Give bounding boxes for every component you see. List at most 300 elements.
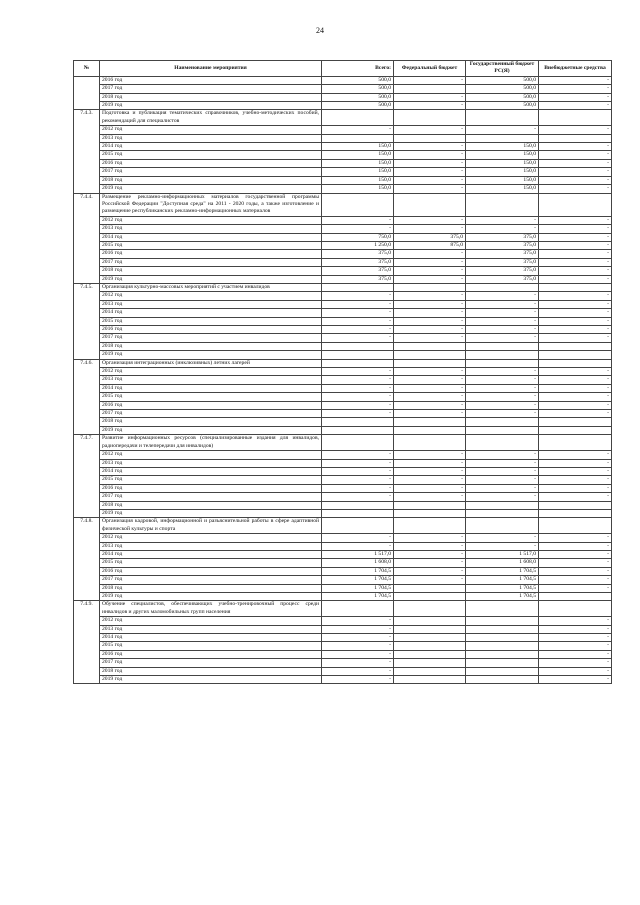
table-row bbox=[74, 93, 612, 101]
table-row bbox=[74, 176, 612, 184]
total-cell: - bbox=[322, 309, 394, 317]
section-title: Подготовка и публикация тематических справочников, учебно-методических пособий, рекомендаций для специалистов bbox=[100, 110, 322, 126]
state-cell: - bbox=[466, 401, 539, 409]
table-row bbox=[74, 76, 612, 84]
federal-cell: - bbox=[394, 393, 466, 401]
section-number: 7.4.4. bbox=[74, 193, 100, 283]
total-cell: - bbox=[322, 642, 394, 650]
state-cell: - bbox=[466, 393, 539, 401]
federal-cell: - bbox=[394, 534, 466, 542]
year-cell: 2015 год bbox=[100, 642, 322, 650]
extrabudgetary-cell: - bbox=[539, 93, 612, 101]
state-cell bbox=[466, 342, 539, 350]
state-cell: 150,0 bbox=[466, 151, 539, 159]
section-title-empty-cell bbox=[539, 601, 612, 617]
total-cell: - bbox=[322, 617, 394, 625]
year-cell: 2012 год bbox=[100, 368, 322, 376]
federal-cell: - bbox=[394, 151, 466, 159]
budget-table bbox=[73, 60, 612, 684]
total-cell: - bbox=[322, 126, 394, 134]
year-cell: 2018 год bbox=[100, 501, 322, 509]
table-row bbox=[74, 467, 612, 475]
table-row bbox=[74, 451, 612, 459]
state-cell: 375,0 bbox=[466, 275, 539, 283]
total-cell: 500,0 bbox=[322, 85, 394, 93]
year-cell: 2013 год bbox=[100, 225, 322, 233]
table-row bbox=[74, 292, 612, 300]
extrabudgetary-cell bbox=[539, 593, 612, 601]
state-cell: - bbox=[466, 476, 539, 484]
year-cell: 2018 год bbox=[100, 584, 322, 592]
state-cell: 150,0 bbox=[466, 185, 539, 193]
total-cell: - bbox=[322, 401, 394, 409]
extrabudgetary-cell: - bbox=[539, 650, 612, 658]
extrabudgetary-cell: - bbox=[539, 317, 612, 325]
table-row bbox=[74, 559, 612, 567]
total-cell: - bbox=[322, 484, 394, 492]
extrabudgetary-cell: - bbox=[539, 326, 612, 334]
extrabudgetary-cell: - bbox=[539, 85, 612, 93]
extrabudgetary-cell: - bbox=[539, 584, 612, 592]
year-cell: 2019 год bbox=[100, 593, 322, 601]
extrabudgetary-cell: - bbox=[539, 143, 612, 151]
extrabudgetary-cell: - bbox=[539, 168, 612, 176]
table-row bbox=[74, 250, 612, 258]
year-cell: 2017 год bbox=[100, 493, 322, 501]
total-cell: - bbox=[322, 493, 394, 501]
extrabudgetary-cell: - bbox=[539, 667, 612, 675]
extrabudgetary-cell: - bbox=[539, 484, 612, 492]
table-row bbox=[74, 342, 612, 350]
federal-cell: - bbox=[394, 376, 466, 384]
extrabudgetary-cell: - bbox=[539, 576, 612, 584]
total-cell: - bbox=[322, 451, 394, 459]
total-cell: - bbox=[322, 459, 394, 467]
federal-cell: - bbox=[394, 309, 466, 317]
year-cell: 2014 год bbox=[100, 467, 322, 475]
extrabudgetary-cell: - bbox=[539, 559, 612, 567]
table-row bbox=[74, 317, 612, 325]
extrabudgetary-cell: - bbox=[539, 241, 612, 249]
section-title-empty-cell bbox=[539, 518, 612, 534]
extrabudgetary-cell: - bbox=[539, 225, 612, 233]
section-title: Организация кадровой, информационной и разъяснительной работы в сфере адаптивной физической культуры и спорта bbox=[100, 518, 322, 534]
section-title-empty-cell bbox=[539, 283, 612, 291]
extrabudgetary-cell: - bbox=[539, 567, 612, 575]
federal-cell bbox=[394, 426, 466, 434]
extrabudgetary-cell: - bbox=[539, 159, 612, 167]
section-title-empty-cell bbox=[539, 359, 612, 367]
state-cell: 375,0 bbox=[466, 267, 539, 275]
federal-cell bbox=[394, 509, 466, 517]
state-cell: - bbox=[466, 292, 539, 300]
year-cell: 2017 год bbox=[100, 334, 322, 342]
federal-cell: - bbox=[394, 159, 466, 167]
federal-cell bbox=[394, 667, 466, 675]
federal-cell: - bbox=[394, 576, 466, 584]
section-title: Организация интеграционных (инклюзивных) летних лагерей bbox=[100, 359, 322, 367]
total-cell: 500,0 bbox=[322, 76, 394, 84]
extrabudgetary-cell: - bbox=[539, 459, 612, 467]
page-number: 24 bbox=[316, 26, 324, 35]
table-row bbox=[74, 584, 612, 592]
total-cell bbox=[322, 501, 394, 509]
year-cell: 2019 год bbox=[100, 102, 322, 110]
extrabudgetary-cell: - bbox=[539, 659, 612, 667]
federal-cell: - bbox=[394, 326, 466, 334]
table-row bbox=[74, 159, 612, 167]
year-cell: 2015 год bbox=[100, 317, 322, 325]
extrabudgetary-cell: - bbox=[539, 76, 612, 84]
federal-cell: - bbox=[394, 368, 466, 376]
total-cell: 1 704,5 bbox=[322, 584, 394, 592]
section-title-empty-cell bbox=[394, 110, 466, 126]
total-cell: - bbox=[322, 659, 394, 667]
table-row bbox=[74, 642, 612, 650]
section-title-empty-cell bbox=[394, 601, 466, 617]
federal-cell: - bbox=[394, 258, 466, 266]
table-row bbox=[74, 550, 612, 558]
total-cell bbox=[322, 418, 394, 426]
table-body bbox=[74, 76, 612, 684]
federal-cell: - bbox=[394, 384, 466, 392]
federal-cell: - bbox=[394, 93, 466, 101]
state-cell: - bbox=[466, 309, 539, 317]
section-title: Размещение рекламно-информационных материалов государственной программы Российской Федерации "Доступная среда" на 2011 - 2020 годы, а также изготовление и размещение республиканских рекламно-информационных материалов bbox=[100, 193, 322, 216]
federal-cell: - bbox=[394, 250, 466, 258]
total-cell: 750,0 bbox=[322, 233, 394, 241]
federal-cell: - bbox=[394, 317, 466, 325]
section-title-row bbox=[74, 601, 612, 617]
state-cell bbox=[466, 509, 539, 517]
table-row bbox=[74, 185, 612, 193]
extrabudgetary-cell: - bbox=[539, 451, 612, 459]
section-title-empty-cell bbox=[322, 601, 394, 617]
extrabudgetary-cell: - bbox=[539, 384, 612, 392]
year-cell: 2018 год bbox=[100, 342, 322, 350]
state-cell: - bbox=[466, 534, 539, 542]
state-cell: 500,0 bbox=[466, 102, 539, 110]
section-title-row bbox=[74, 110, 612, 126]
federal-cell bbox=[394, 642, 466, 650]
extrabudgetary-cell: - bbox=[539, 250, 612, 258]
total-cell: - bbox=[322, 368, 394, 376]
year-cell: 2015 год bbox=[100, 151, 322, 159]
total-cell: 150,0 bbox=[322, 168, 394, 176]
extrabudgetary-cell bbox=[539, 351, 612, 359]
extrabudgetary-cell: - bbox=[539, 476, 612, 484]
table-row bbox=[74, 401, 612, 409]
table-row bbox=[74, 542, 612, 550]
total-cell bbox=[322, 342, 394, 350]
extrabudgetary-cell: - bbox=[539, 300, 612, 308]
federal-cell: - bbox=[394, 451, 466, 459]
federal-cell: - bbox=[394, 484, 466, 492]
header-state-budget: Государственный бюджет РС(Я) bbox=[466, 61, 539, 77]
year-cell: 2015 год bbox=[100, 241, 322, 249]
table-row bbox=[74, 634, 612, 642]
federal-cell: - bbox=[394, 300, 466, 308]
state-cell: 150,0 bbox=[466, 176, 539, 184]
year-cell: 2014 год bbox=[100, 550, 322, 558]
total-cell: 150,0 bbox=[322, 185, 394, 193]
total-cell: - bbox=[322, 317, 394, 325]
year-cell: 2017 год bbox=[100, 258, 322, 266]
federal-cell: - bbox=[394, 542, 466, 550]
total-cell: - bbox=[322, 634, 394, 642]
year-cell: 2014 год bbox=[100, 384, 322, 392]
year-cell: 2018 год bbox=[100, 267, 322, 275]
table-row bbox=[74, 410, 612, 418]
section-title-empty-cell bbox=[466, 193, 539, 216]
extrabudgetary-cell bbox=[539, 134, 612, 142]
year-cell: 2016 год bbox=[100, 567, 322, 575]
federal-cell: - bbox=[394, 550, 466, 558]
year-cell: 2016 год bbox=[100, 650, 322, 658]
state-cell: - bbox=[466, 542, 539, 550]
state-cell bbox=[466, 659, 539, 667]
extrabudgetary-cell: - bbox=[539, 233, 612, 241]
total-cell bbox=[322, 134, 394, 142]
header-number: № bbox=[74, 61, 100, 77]
extrabudgetary-cell: - bbox=[539, 634, 612, 642]
year-cell: 2014 год bbox=[100, 233, 322, 241]
federal-cell bbox=[394, 501, 466, 509]
total-cell: - bbox=[322, 393, 394, 401]
total-cell: - bbox=[322, 326, 394, 334]
year-cell: 2012 год bbox=[100, 126, 322, 134]
year-cell: 2016 год bbox=[100, 76, 322, 84]
extrabudgetary-cell: - bbox=[539, 102, 612, 110]
extrabudgetary-cell: - bbox=[539, 126, 612, 134]
total-cell: 150,0 bbox=[322, 151, 394, 159]
federal-cell: - bbox=[394, 292, 466, 300]
section-title-empty-cell bbox=[539, 110, 612, 126]
federal-cell bbox=[394, 659, 466, 667]
section-number: 7.4.5. bbox=[74, 283, 100, 359]
table-row bbox=[74, 143, 612, 151]
federal-cell bbox=[394, 134, 466, 142]
total-cell: 375,0 bbox=[322, 250, 394, 258]
year-cell: 2012 год bbox=[100, 617, 322, 625]
extrabudgetary-cell: - bbox=[539, 292, 612, 300]
state-cell bbox=[466, 625, 539, 633]
section-title-empty-cell bbox=[466, 601, 539, 617]
year-cell: 2016 год bbox=[100, 159, 322, 167]
federal-cell: - bbox=[394, 459, 466, 467]
extrabudgetary-cell: - bbox=[539, 542, 612, 550]
table-header-row bbox=[74, 61, 612, 77]
state-cell: 150,0 bbox=[466, 168, 539, 176]
state-cell: - bbox=[466, 493, 539, 501]
federal-cell: - bbox=[394, 559, 466, 567]
extrabudgetary-cell: - bbox=[539, 334, 612, 342]
table-row bbox=[74, 576, 612, 584]
section-number: 7.4.7. bbox=[74, 435, 100, 518]
total-cell: 150,0 bbox=[322, 176, 394, 184]
year-cell: 2016 год bbox=[100, 326, 322, 334]
year-cell: 2018 год bbox=[100, 418, 322, 426]
section-title: Развитие информационных ресурсов (специализированные издания для инвалидов, радиопередачи и телепередачи для инвалидов) bbox=[100, 435, 322, 451]
section-title-row bbox=[74, 359, 612, 367]
federal-cell bbox=[394, 351, 466, 359]
state-cell: 1 704,5 bbox=[466, 576, 539, 584]
table-row bbox=[74, 418, 612, 426]
year-cell: 2015 год bbox=[100, 393, 322, 401]
state-cell: 500,0 bbox=[466, 85, 539, 93]
state-cell bbox=[466, 667, 539, 675]
state-cell: - bbox=[466, 126, 539, 134]
total-cell: 1 517,0 bbox=[322, 550, 394, 558]
section-title-empty-cell bbox=[466, 283, 539, 291]
year-cell: 2012 год bbox=[100, 292, 322, 300]
year-cell: 2016 год bbox=[100, 250, 322, 258]
state-cell bbox=[466, 634, 539, 642]
year-cell: 2018 год bbox=[100, 93, 322, 101]
federal-cell: - bbox=[394, 76, 466, 84]
federal-cell bbox=[394, 593, 466, 601]
section-title-empty-cell bbox=[322, 518, 394, 534]
extrabudgetary-cell: - bbox=[539, 275, 612, 283]
total-cell: 500,0 bbox=[322, 93, 394, 101]
extrabudgetary-cell: - bbox=[539, 534, 612, 542]
state-cell: - bbox=[466, 484, 539, 492]
state-cell bbox=[466, 351, 539, 359]
extrabudgetary-cell: - bbox=[539, 676, 612, 684]
state-cell: 375,0 bbox=[466, 241, 539, 249]
section-title-empty-cell bbox=[322, 193, 394, 216]
year-cell: 2019 год bbox=[100, 509, 322, 517]
table-row bbox=[74, 534, 612, 542]
year-cell: 2016 год bbox=[100, 484, 322, 492]
federal-cell: - bbox=[394, 102, 466, 110]
year-cell: 2013 год bbox=[100, 625, 322, 633]
extrabudgetary-cell bbox=[539, 426, 612, 434]
extrabudgetary-cell: - bbox=[539, 410, 612, 418]
section-number: 7.4.6. bbox=[74, 359, 100, 435]
year-cell: 2019 год bbox=[100, 426, 322, 434]
table-row bbox=[74, 300, 612, 308]
section-number bbox=[74, 76, 100, 110]
state-cell: - bbox=[466, 334, 539, 342]
section-title-empty-cell bbox=[466, 518, 539, 534]
table-row bbox=[74, 667, 612, 675]
section-title: Организация культурно-массовых мероприятий с участием инвалидов bbox=[100, 283, 322, 291]
extrabudgetary-cell: - bbox=[539, 267, 612, 275]
year-cell: 2017 год bbox=[100, 410, 322, 418]
section-title-empty-cell bbox=[322, 435, 394, 451]
extrabudgetary-cell: - bbox=[539, 401, 612, 409]
year-cell: 2017 год bbox=[100, 659, 322, 667]
header-federal-budget: Федеральный бюджет bbox=[394, 61, 466, 77]
year-cell: 2014 год bbox=[100, 143, 322, 151]
extrabudgetary-cell: - bbox=[539, 151, 612, 159]
year-cell: 2013 год bbox=[100, 459, 322, 467]
state-cell: 375,0 bbox=[466, 233, 539, 241]
state-cell: 1 517,0 bbox=[466, 550, 539, 558]
year-cell: 2017 год bbox=[100, 168, 322, 176]
state-cell: 1 704,5 bbox=[466, 567, 539, 575]
table-row bbox=[74, 509, 612, 517]
federal-cell: - bbox=[394, 467, 466, 475]
extrabudgetary-cell: - bbox=[539, 309, 612, 317]
federal-cell: - bbox=[394, 410, 466, 418]
table-row bbox=[74, 650, 612, 658]
federal-cell bbox=[394, 625, 466, 633]
extrabudgetary-cell: - bbox=[539, 258, 612, 266]
total-cell: - bbox=[322, 542, 394, 550]
year-cell: 2018 год bbox=[100, 667, 322, 675]
table-row bbox=[74, 676, 612, 684]
state-cell bbox=[466, 501, 539, 509]
header-total: Всего: bbox=[322, 61, 394, 77]
state-cell: - bbox=[466, 368, 539, 376]
federal-cell: - bbox=[394, 126, 466, 134]
table-row bbox=[74, 102, 612, 110]
year-cell: 2013 год bbox=[100, 542, 322, 550]
total-cell: - bbox=[322, 216, 394, 224]
federal-cell bbox=[394, 418, 466, 426]
extrabudgetary-cell: - bbox=[539, 393, 612, 401]
section-title-empty-cell bbox=[394, 435, 466, 451]
total-cell: 1 704,5 bbox=[322, 576, 394, 584]
extrabudgetary-cell: - bbox=[539, 176, 612, 184]
state-cell: - bbox=[466, 216, 539, 224]
federal-cell: - bbox=[394, 143, 466, 151]
table-row bbox=[74, 426, 612, 434]
federal-cell: - bbox=[394, 401, 466, 409]
total-cell: 150,0 bbox=[322, 143, 394, 151]
federal-cell: - bbox=[394, 267, 466, 275]
section-title-empty-cell bbox=[539, 435, 612, 451]
total-cell: - bbox=[322, 292, 394, 300]
federal-cell: - bbox=[394, 225, 466, 233]
state-cell bbox=[466, 676, 539, 684]
section-title-row bbox=[74, 283, 612, 291]
section-title-empty-cell bbox=[466, 359, 539, 367]
extrabudgetary-cell: - bbox=[539, 376, 612, 384]
total-cell bbox=[322, 509, 394, 517]
federal-cell: 875,0 bbox=[394, 241, 466, 249]
year-cell: 2012 год bbox=[100, 534, 322, 542]
state-cell: - bbox=[466, 467, 539, 475]
year-cell: 2012 год bbox=[100, 216, 322, 224]
state-cell: - bbox=[466, 376, 539, 384]
table-row bbox=[74, 334, 612, 342]
section-title-empty-cell bbox=[539, 193, 612, 216]
table-row bbox=[74, 368, 612, 376]
table-row bbox=[74, 393, 612, 401]
table-row bbox=[74, 241, 612, 249]
extrabudgetary-cell: - bbox=[539, 185, 612, 193]
table-row bbox=[74, 501, 612, 509]
section-title-empty-cell bbox=[466, 435, 539, 451]
year-cell: 2017 год bbox=[100, 85, 322, 93]
state-cell: - bbox=[466, 451, 539, 459]
state-cell bbox=[466, 418, 539, 426]
total-cell: - bbox=[322, 410, 394, 418]
table-row bbox=[74, 216, 612, 224]
state-cell: - bbox=[466, 300, 539, 308]
year-cell: 2019 год bbox=[100, 351, 322, 359]
year-cell: 2015 год bbox=[100, 559, 322, 567]
section-title-empty-cell bbox=[322, 110, 394, 126]
table-row bbox=[74, 625, 612, 633]
table-row bbox=[74, 376, 612, 384]
table-row bbox=[74, 617, 612, 625]
state-cell bbox=[466, 642, 539, 650]
header-activity-name: Наименование мероприятия bbox=[100, 61, 322, 77]
